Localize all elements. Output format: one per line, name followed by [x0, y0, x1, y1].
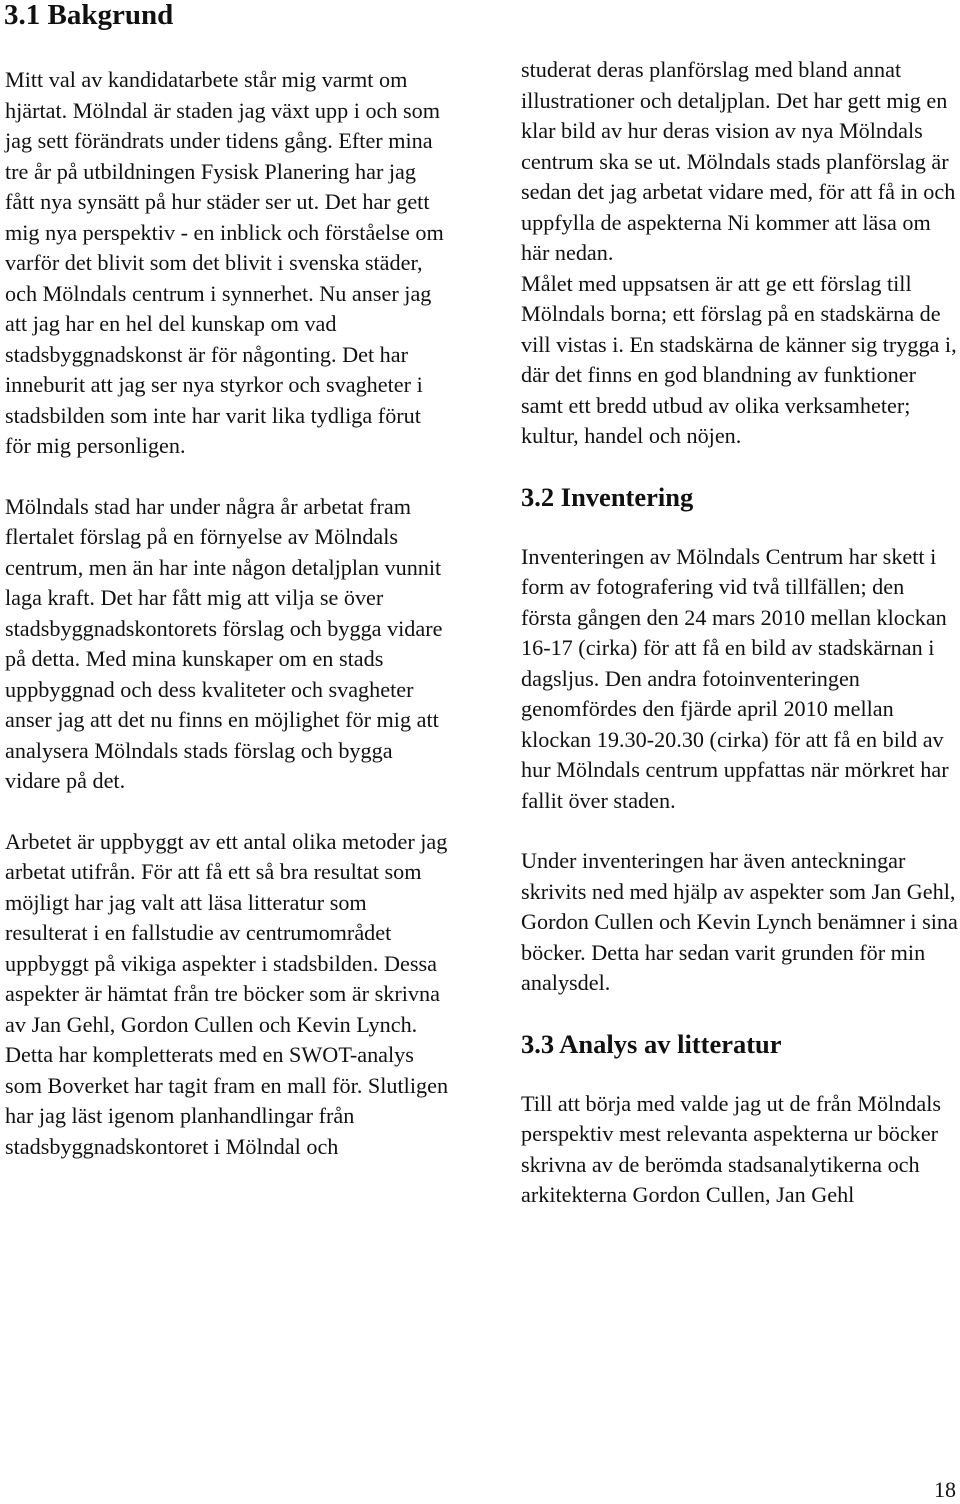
paragraph: Mitt val av kandidatarbete står mig varmt om hjärtat. Mölndal är staden jag växt upp i och som jag sett förändrats under tidens gång. Efter mina tre år på utbildningen Fysisk Planering har jag fått nya synsätt på hur städer ser ut. Det har gett mig nya perspektiv - en inblick och förståelse om varför det blivit som det blivit i svenska städer, och Mölndals centrum i synnerhet. Nu anser jag att jag har en hel del kunskap om vad stadsbyggnadskonst är för någonting. Det har inneburit att jag ser nya styrkor och svagheter i stadsbilden som inte har varit lika tydliga förut för mig personligen. [5, 67, 444, 458]
subsection-heading-inventering: 3.2 Inventering [521, 481, 694, 512]
paragraph-goal: Målet med uppsatsen är att ge ett förslag till Mölndals borna; ett förslag på en stadskärna de vill vistas i. En stadskärna de känner sig trygga i, där det finns en god blandning av funktioner samt ett bredd utbud av olika verksamheter; kultur, handel och nöjen. [521, 270, 957, 448]
paragraph [521, 55, 960, 452]
paragraph: Mölndals stad har under några år arbetat fram flertalet förslag på en förnyelse av Mölndals centrum, men än har inte någon detaljplan vunnit laga kraft. Det har fått mig att vilja se över stadsbyggnadskontorets förslag och bygga vidare på detta. Med mina kunskaper om en stads uppbyggnad och dess kvaliteter och svagheter anser jag att det nu finns en möjlighet för mig att analysera Mölndals stads förslag och bygga vidare på det. [5, 493, 443, 793]
subsection-heading-analys: 3.3 Analys av litteratur [521, 1028, 782, 1059]
right-column [521, 55, 960, 1241]
paragraph-continued: studerat deras planförslag med bland annat illustrationer och detaljplan. Det har gett mig en klar bild av hur deras vision av nya Mölndals centrum ska se ut. Mölndals stads planförslag är sedan det jag arbetat vidare med, för att få in och uppfylla de aspekterna Ni kommer att läsa om här nedan. [521, 57, 956, 265]
paragraph: Till att börja med valde jag ut de från Mölndals perspektiv mest relevanta aspekterna ur böcker skrivna av de berömda stadsanalytikerna och arkitekterna Gordon Cullen, Jan Gehl [521, 1090, 942, 1207]
paragraph: Inventeringen av Mölndals Centrum har skett i form av fotografering vid två tillfällen; den första gången den 24 mars 2010 mellan klockan 16-17 (cirka) för att få en bild av stadskärnan i dagsljus. Den andra fotoinventeringen genomfördes den fjärde april 2010 mellan klockan 19.30-20.30 (cirka) för att få en bild av hur Mölndals centrum uppfattas när mörkret har fallit över staden. [521, 543, 949, 813]
left-column [5, 65, 451, 1192]
section-heading: 3.1 Bakgrund [4, 0, 174, 31]
page-number: 18 [934, 1477, 956, 1502]
paragraph: Under inventeringen har även anteckningar skrivits ned med hjälp av aspekter som Jan Gehl, Gordon Cullen och Kevin Lynch benämner i sina böcker. Detta har sedan varit grunden för min analysdel. [521, 848, 958, 995]
paragraph: Arbetet är uppbyggt av ett antal olika metoder jag arbetat utifrån. För att få ett så bra resultat som möjligt har jag valt att läsa litteratur som resulterat i en fallstudie av centrumområdet uppbyggt på vikiga aspekter i stadsbilden. Dessa aspekter är hämtat från tre böcker som är skrivna av Jan Gehl, Gordon Cullen och Kevin Lynch. Detta har kompletterats med en SWOT-analys som Boverket har tagit fram en mall för. Slutligen har jag läst igenom planhandlingar från stadsbyggnadskontoret i Mölndal och [5, 828, 449, 1159]
